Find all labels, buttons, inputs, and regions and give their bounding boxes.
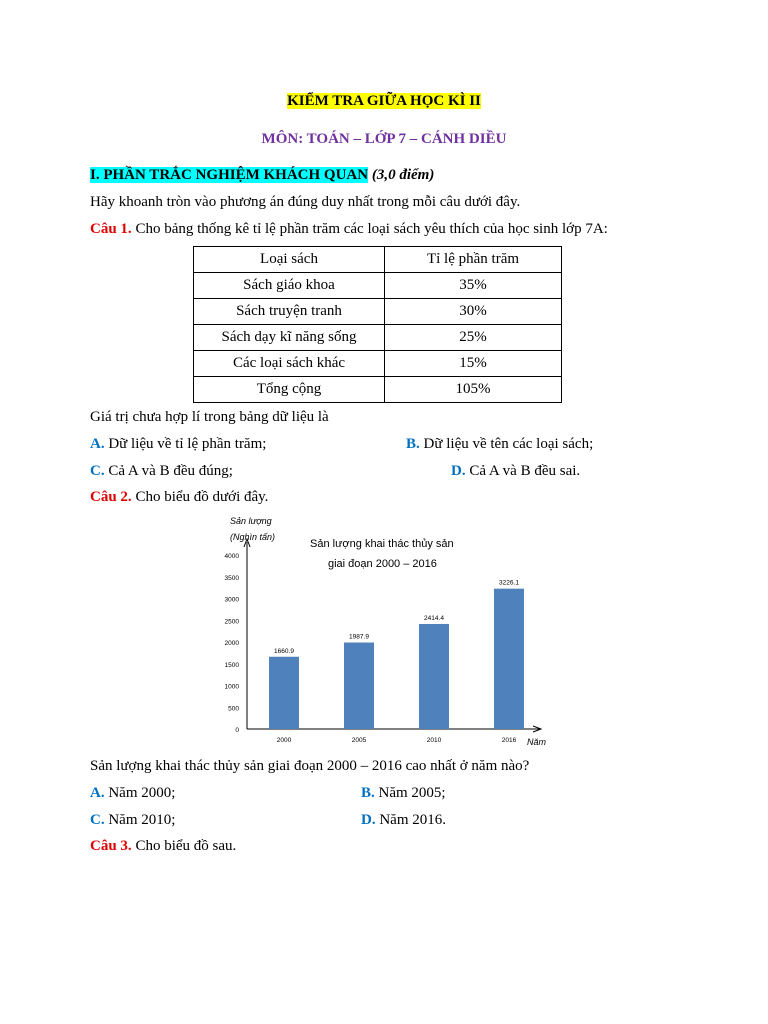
chart-bar — [269, 657, 299, 729]
y-axis-label-line1: Sản lượng — [230, 516, 272, 526]
option-label: B. — [406, 436, 420, 452]
question-1-text: Cho bảng thống kê tỉ lệ phần trăm các loại sách yêu thích của học sinh lớp 7A: — [135, 221, 608, 237]
table-header: Tỉ lệ phần trăm — [385, 247, 562, 273]
table-row — [194, 273, 562, 299]
question-3-label: Câu 3. — [90, 838, 132, 854]
chart-title-line1: Sản lượng khai thác thủy sản — [310, 538, 454, 550]
y-tick-label: 0 — [235, 727, 239, 734]
question-1-prompt: Giá trị chưa hợp lí trong bảng dữ liệu là — [90, 409, 329, 425]
option-text: Năm 2010; — [108, 812, 176, 828]
option-text: Cả A và B đều sai. — [469, 463, 581, 479]
q1-option-c[interactable] — [90, 463, 233, 480]
table-row — [194, 325, 562, 351]
q2-option-d[interactable] — [361, 812, 446, 829]
q2-option-a[interactable] — [90, 785, 175, 802]
option-text: Dữ liệu về tên các loại sách; — [423, 436, 594, 452]
question-1-label: Câu 1. — [90, 221, 132, 237]
table-header: Loại sách — [194, 247, 385, 273]
chart-bar — [419, 624, 449, 729]
bar-value-label: 1987.9 — [349, 633, 369, 641]
fish-production-chart — [200, 510, 560, 755]
q2-option-b[interactable] — [361, 785, 446, 802]
exam-title-line — [0, 93, 768, 110]
bar-value-label: 3226.1 — [499, 579, 519, 587]
question-2-prompt: Sản lượng khai thác thủy sản giai đoạn 2000 – 2016 cao nhất ở năm nào? — [90, 758, 530, 774]
option-label: B. — [361, 785, 375, 801]
exam-subject-line — [0, 131, 768, 148]
option-label: D. — [451, 463, 466, 479]
q1-option-d[interactable] — [451, 463, 580, 480]
y-axis-label-line2: (Nghìn tấn) — [230, 532, 276, 542]
option-label: A. — [90, 436, 105, 452]
section-heading-line — [90, 167, 434, 184]
table-cell: Sách giáo khoa — [194, 273, 385, 299]
option-text: Năm 2000; — [108, 785, 176, 801]
table-row — [194, 299, 562, 325]
table-row — [194, 351, 562, 377]
y-tick-label: 1500 — [224, 661, 239, 669]
question-3 — [90, 838, 236, 855]
table-cell: Tổng cộng — [194, 377, 385, 403]
y-tick-label: 2500 — [224, 618, 239, 626]
y-tick-label: 3500 — [224, 574, 239, 582]
table-cell: Sách truyện tranh — [194, 299, 385, 325]
bar-value-label: 1660.9 — [274, 647, 294, 655]
table-cell: Sách dạy kĩ năng sống — [194, 325, 385, 351]
chart-svg — [200, 510, 560, 755]
question-2-label: Câu 2. — [90, 489, 132, 505]
option-label: D. — [361, 812, 376, 828]
option-label: C. — [90, 463, 105, 479]
question-2-text: Cho biểu đồ dưới đây. — [135, 489, 269, 505]
q1-option-b[interactable] — [406, 436, 593, 453]
table-header-row — [194, 247, 562, 273]
y-tick-label: 1000 — [224, 683, 239, 691]
question-2 — [90, 489, 268, 506]
bar-value-label: 2414.4 — [424, 614, 444, 622]
table-cell: 25% — [385, 325, 562, 351]
exam-subject: MÔN: TOÁN – LỚP 7 – CÁNH DIỀU — [261, 131, 507, 147]
question-1 — [90, 221, 608, 238]
x-tick-label: 2005 — [351, 737, 367, 744]
y-tick-label: 2000 — [224, 640, 239, 647]
exam-title: KIỂM TRA GIỮA HỌC KÌ II — [287, 93, 481, 109]
table-cell: 15% — [385, 351, 562, 377]
y-tick-label: 3000 — [224, 596, 239, 604]
x-tick-label: 2010 — [426, 737, 442, 744]
x-axis-label: Năm — [527, 737, 547, 747]
chart-bar — [344, 643, 374, 729]
chart-title-line2: giai đoạn 2000 – 2016 — [328, 558, 437, 570]
option-text: Cả A và B đều đúng; — [108, 463, 233, 479]
option-text: Năm 2016. — [379, 812, 447, 828]
x-tick-label: 2000 — [276, 737, 292, 744]
chart-bar — [494, 589, 524, 729]
question-3-text: Cho biểu đồ sau. — [135, 838, 237, 854]
option-text: Năm 2005; — [378, 785, 446, 801]
q2-option-c[interactable] — [90, 812, 175, 829]
section-heading: I. PHẦN TRẮC NGHIỆM KHÁCH QUAN — [90, 167, 369, 183]
table-cell: Các loại sách khác — [194, 351, 385, 377]
x-tick-label: 2016 — [501, 737, 517, 744]
q1-option-a[interactable] — [90, 436, 266, 453]
option-text: Dữ liệu về tỉ lệ phần trăm; — [108, 436, 267, 452]
section-instruction: Hãy khoanh tròn vào phương án đúng duy nhất trong mỗi câu dưới đây. — [90, 194, 521, 210]
option-label: C. — [90, 812, 105, 828]
table-cell: 105% — [385, 377, 562, 403]
y-tick-label: 4000 — [224, 553, 239, 560]
section-points: (3,0 điểm) — [371, 167, 435, 183]
table-cell: 35% — [385, 273, 562, 299]
table-row — [194, 377, 562, 403]
option-label: A. — [90, 785, 105, 801]
y-tick-label: 500 — [228, 705, 239, 713]
book-stats-table — [193, 246, 562, 403]
table-cell: 30% — [385, 299, 562, 325]
